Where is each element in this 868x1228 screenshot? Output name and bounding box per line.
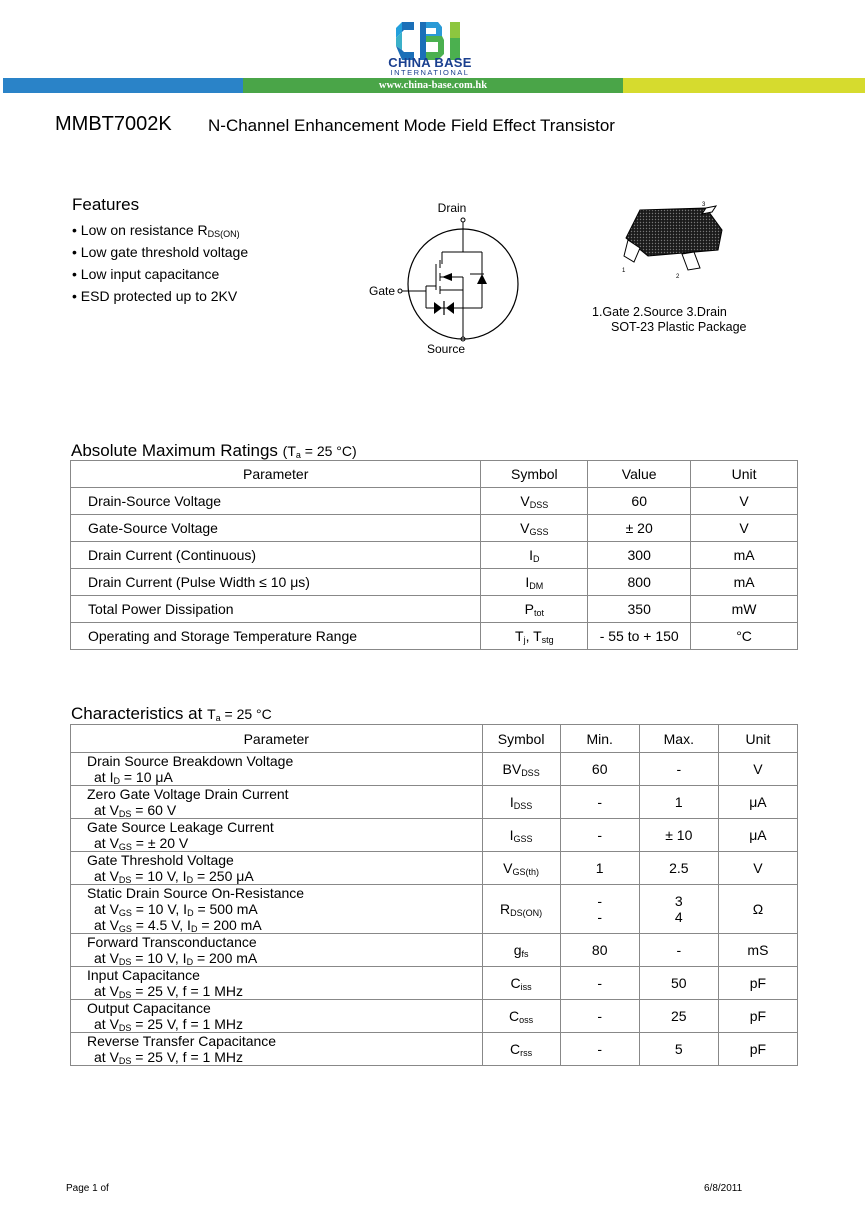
unit-cell: mA bbox=[691, 542, 798, 569]
max-cell bbox=[639, 1033, 718, 1066]
symbol-main: V bbox=[520, 520, 530, 536]
condition-text: = 10 V, I bbox=[131, 950, 187, 966]
esd-diode-right bbox=[446, 302, 454, 314]
table-row bbox=[71, 852, 798, 885]
max-value: 25 bbox=[671, 1008, 687, 1024]
min-cell bbox=[560, 1033, 639, 1066]
condition-text: at V bbox=[94, 1049, 119, 1065]
unit-cell: mA bbox=[691, 569, 798, 596]
test-condition bbox=[87, 917, 482, 933]
features-heading: Features bbox=[72, 195, 140, 214]
table-row bbox=[71, 542, 798, 569]
company-name: CHINA BASE bbox=[388, 55, 472, 70]
max-cell bbox=[639, 934, 718, 967]
condition-text: = 200 mA bbox=[193, 950, 258, 966]
symbol-subscript-2: stg bbox=[541, 635, 554, 645]
condition-text: at I bbox=[94, 769, 114, 785]
parameter-cell: Drain Current (Continuous) bbox=[71, 542, 481, 569]
feature-item: • Low input capacitance bbox=[72, 266, 220, 282]
unit-cell: Ω bbox=[718, 885, 797, 934]
parameter-cell: Drain Current (Pulse Width ≤ 10 μs) bbox=[71, 569, 481, 596]
max-value: 2.5 bbox=[669, 860, 689, 876]
condition-subscript: GS bbox=[118, 908, 132, 918]
condition-subscript: D bbox=[186, 875, 194, 885]
condition-text: = ± 20 V bbox=[131, 835, 189, 851]
symbol-cell bbox=[482, 967, 560, 1000]
unit-cell: μA bbox=[718, 786, 797, 819]
parameter-name: Reverse Transfer Capacitance bbox=[87, 1033, 277, 1049]
max-value: - bbox=[676, 761, 682, 777]
footer-date: 6/8/2011 bbox=[704, 1183, 743, 1194]
max-cell bbox=[639, 753, 718, 786]
condition-subscript: D bbox=[113, 776, 120, 786]
min-cell bbox=[560, 967, 639, 1000]
symbol-subscript: rss bbox=[520, 1048, 533, 1058]
table-row bbox=[71, 569, 798, 596]
header-unit: Unit bbox=[691, 461, 798, 488]
abs-max-condition: ($T_a = 25$ °C) bbox=[282, 443, 357, 460]
symbol-main: V bbox=[520, 493, 530, 509]
symbol-main: I bbox=[525, 574, 530, 590]
table-row bbox=[71, 819, 798, 852]
test-condition bbox=[87, 835, 482, 851]
parameter-name: Zero Gate Voltage Drain Current bbox=[87, 786, 289, 802]
part-number: MMBT7002K bbox=[55, 113, 172, 135]
unit-cell: V bbox=[718, 852, 797, 885]
symbol-cell bbox=[482, 753, 560, 786]
parameter-cell bbox=[71, 1000, 483, 1033]
value-cell: 800 bbox=[588, 569, 691, 596]
value-cell: ± 20 bbox=[588, 515, 691, 542]
parameter-cell: Gate-Source Voltage bbox=[71, 515, 481, 542]
symbol-subscript: DS(ON) bbox=[510, 908, 543, 918]
table-row bbox=[71, 623, 798, 650]
condition-text: = 10 μA bbox=[119, 769, 173, 785]
max-cell bbox=[639, 1000, 718, 1033]
parameter-name: Input Capacitance bbox=[87, 967, 200, 983]
min-cell bbox=[560, 1000, 639, 1033]
min-cell bbox=[560, 819, 639, 852]
min-value: 1 bbox=[595, 860, 604, 876]
symbol-cell bbox=[481, 542, 588, 569]
condition-subscript: GS bbox=[118, 924, 132, 934]
symbol-subscript: DSS bbox=[521, 768, 540, 778]
characteristics-table bbox=[70, 724, 798, 1066]
package-body bbox=[626, 208, 722, 256]
unit-cell: °C bbox=[691, 623, 798, 650]
condition-subscript: D bbox=[186, 957, 194, 967]
symbol-main: BV bbox=[502, 761, 522, 777]
symbol-subscript: tot bbox=[533, 608, 544, 618]
symbol-subscript: iss bbox=[520, 982, 532, 992]
min-value: - bbox=[597, 1008, 603, 1024]
symbol-cell bbox=[481, 515, 588, 542]
symbol-cell bbox=[481, 623, 588, 650]
max-value: 4 bbox=[674, 909, 683, 925]
header-parameter: Parameter bbox=[71, 461, 481, 488]
feature-item: • ESD protected up to 2KV bbox=[72, 288, 238, 304]
parameter-cell: Drain-Source Voltage bbox=[71, 488, 481, 515]
max-value: - bbox=[676, 942, 682, 958]
test-condition bbox=[87, 802, 482, 818]
table-row bbox=[71, 1000, 798, 1033]
mosfet-schematic bbox=[360, 198, 520, 360]
max-cell bbox=[639, 819, 718, 852]
characteristics-heading: Characteristics at $T_a = 25$ °C bbox=[71, 704, 272, 723]
test-condition bbox=[87, 769, 482, 785]
parameter-cell bbox=[71, 852, 483, 885]
condition-text: at V bbox=[94, 868, 119, 884]
condition-text: at V bbox=[94, 901, 119, 917]
feature-item: • Low on resistance $R_{DS(ON)}$ bbox=[72, 222, 240, 239]
unit-cell: mS bbox=[718, 934, 797, 967]
min-value: - bbox=[597, 794, 603, 810]
condition-text: = 25 V, f = 1 MHz bbox=[131, 1049, 243, 1065]
unit-cell: pF bbox=[718, 1000, 797, 1033]
pin-assignment-label: 1.Gate 2.Source 3.Drain bbox=[592, 305, 727, 319]
condition-text: = 500 mA bbox=[193, 901, 258, 917]
condition-subscript: DS bbox=[118, 1056, 132, 1066]
parameter-cell bbox=[71, 786, 483, 819]
table-row bbox=[71, 967, 798, 1000]
drain-label: Drain bbox=[437, 201, 467, 215]
abs-max-heading: Absolute Maximum Ratings ($T_a = 25$ °C) bbox=[71, 441, 357, 460]
parameter-name: Gate Threshold Voltage bbox=[87, 852, 234, 868]
parameter-cell bbox=[71, 934, 483, 967]
parameter-cell bbox=[71, 753, 483, 786]
symbol-cell bbox=[481, 596, 588, 623]
table-row bbox=[71, 488, 798, 515]
min-cell bbox=[560, 753, 639, 786]
characteristics-condition: $T_a = 25$ °C bbox=[207, 706, 272, 723]
unit-cell: pF bbox=[718, 967, 797, 1000]
parameter-name: Output Capacitance bbox=[87, 1000, 211, 1016]
max-value: ± 10 bbox=[665, 827, 693, 843]
symbol-cell bbox=[482, 1033, 560, 1066]
header-max: Max. bbox=[639, 725, 718, 753]
symbol-cell bbox=[482, 1000, 560, 1033]
test-condition bbox=[87, 983, 482, 999]
max-value: 3 bbox=[674, 893, 683, 909]
symbol-cell bbox=[481, 569, 588, 596]
condition-text: = 10 V, I bbox=[131, 901, 188, 917]
symbol-main: V bbox=[503, 860, 513, 876]
max-value: 1 bbox=[674, 794, 683, 810]
condition-subscript: DS bbox=[118, 809, 132, 819]
min-value: 60 bbox=[591, 761, 608, 777]
symbol-subscript: DSS bbox=[529, 500, 549, 510]
min-cell bbox=[560, 852, 639, 885]
pin-number-1: 1 bbox=[622, 268, 626, 274]
test-condition bbox=[87, 868, 482, 884]
table-header-row bbox=[71, 725, 798, 753]
condition-text: = 25 V, f = 1 MHz bbox=[131, 983, 243, 999]
condition-text: = 250 μA bbox=[193, 868, 254, 884]
symbol-main: C bbox=[509, 1008, 520, 1024]
condition-subscript: GS bbox=[118, 842, 132, 852]
unit-cell: mW bbox=[691, 596, 798, 623]
symbol-cell bbox=[482, 786, 560, 819]
unit-cell: μA bbox=[718, 819, 797, 852]
condition-text: at V bbox=[94, 1016, 119, 1032]
min-value: 80 bbox=[591, 942, 608, 958]
table-row bbox=[71, 596, 798, 623]
symbol-main: R bbox=[500, 901, 511, 917]
symbol-extra: , T bbox=[525, 628, 542, 644]
symbol-subscript: D bbox=[533, 554, 540, 564]
part-description: N-Channel Enhancement Mode Field Effect Transistor bbox=[208, 116, 615, 135]
parameter-cell bbox=[71, 819, 483, 852]
body-diode-arrow bbox=[442, 273, 452, 281]
condition-text: at V bbox=[94, 950, 119, 966]
footer-page-number: Page 1 of bbox=[66, 1183, 109, 1194]
condition-text: at V bbox=[94, 802, 119, 818]
condition-text: = 25 V, f = 1 MHz bbox=[131, 1016, 243, 1032]
table-row bbox=[71, 934, 798, 967]
symbol-main: P bbox=[524, 601, 534, 617]
pin-number-2: 2 bbox=[676, 274, 680, 280]
table-row bbox=[71, 1033, 798, 1066]
condition-text: = 200 mA bbox=[197, 917, 262, 933]
sot23-package-drawing bbox=[618, 200, 728, 280]
min-value: - bbox=[597, 909, 603, 925]
min-cell bbox=[560, 885, 639, 934]
parameter-name: Static Drain Source On-Resistance bbox=[87, 885, 305, 901]
unit-cell: V bbox=[691, 488, 798, 515]
value-cell: - 55 to + 150 bbox=[588, 623, 691, 650]
unit-cell: V bbox=[718, 753, 797, 786]
value-cell: 350 bbox=[588, 596, 691, 623]
max-cell bbox=[639, 786, 718, 819]
pin-number-3: 3 bbox=[702, 202, 706, 208]
test-condition bbox=[87, 950, 482, 966]
condition-subscript: DS bbox=[118, 957, 132, 967]
condition-text: at V bbox=[94, 917, 119, 933]
symbol-cell bbox=[482, 885, 560, 934]
table-row bbox=[71, 786, 798, 819]
condition-text: at V bbox=[94, 983, 119, 999]
abs-max-table bbox=[70, 460, 798, 650]
value-cell: 60 bbox=[588, 488, 691, 515]
package-type-label: SOT-23 Plastic Package bbox=[611, 320, 747, 334]
unit-cell: pF bbox=[718, 1033, 797, 1066]
header-symbol: Symbol bbox=[481, 461, 588, 488]
table-row bbox=[71, 515, 798, 542]
features-list bbox=[72, 219, 248, 307]
symbol-main: C bbox=[510, 975, 521, 991]
header-value: Value bbox=[588, 461, 691, 488]
symbol-main: C bbox=[510, 1041, 521, 1057]
symbol-main: g bbox=[513, 942, 522, 958]
symbol-subscript: j bbox=[523, 635, 526, 645]
pin-2 bbox=[682, 252, 700, 270]
parameter-name: Drain Source Breakdown Voltage bbox=[87, 753, 294, 769]
parameter-cell bbox=[71, 1033, 483, 1066]
symbol-subscript: GSS bbox=[513, 834, 533, 844]
parameter-cell bbox=[71, 967, 483, 1000]
condition-text: = 60 V bbox=[131, 802, 177, 818]
condition-text: = 4.5 V, I bbox=[131, 917, 191, 933]
value-cell: 300 bbox=[588, 542, 691, 569]
max-cell bbox=[639, 852, 718, 885]
website-link[interactable]: www.china-base.com.hk bbox=[378, 80, 488, 91]
parameter-cell bbox=[71, 885, 483, 934]
header-min: Min. bbox=[560, 725, 639, 753]
condition-subscript: DS bbox=[118, 1023, 132, 1033]
symbol-subscript: GSS bbox=[529, 527, 549, 537]
table-header-row bbox=[71, 461, 798, 488]
condition-text: at V bbox=[94, 835, 119, 851]
esd-diode-left bbox=[434, 302, 442, 314]
parameter-name: Gate Source Leakage Current bbox=[87, 819, 274, 835]
symbol-subscript: GS(th) bbox=[512, 867, 540, 877]
table-row bbox=[71, 753, 798, 786]
symbol-subscript: DM bbox=[529, 581, 544, 591]
min-value: - bbox=[597, 1041, 603, 1057]
parameter-cell: Operating and Storage Temperature Range bbox=[71, 623, 481, 650]
source-label: Source bbox=[426, 342, 466, 356]
condition-subscript: DS bbox=[118, 875, 132, 885]
company-subtitle: INTERNATIONAL bbox=[390, 68, 470, 77]
condition-subscript: D bbox=[187, 908, 194, 918]
symbol-cell bbox=[482, 819, 560, 852]
condition-subscript: D bbox=[190, 924, 198, 934]
drain-terminal bbox=[461, 218, 465, 222]
header-symbol: Symbol bbox=[482, 725, 560, 753]
symbol-cell bbox=[482, 934, 560, 967]
feature-item: • Low gate threshold voltage bbox=[72, 244, 249, 260]
parameter-cell: Total Power Dissipation bbox=[71, 596, 481, 623]
min-cell bbox=[560, 934, 639, 967]
symbol-subscript: fs bbox=[521, 949, 529, 959]
symbol-cell bbox=[482, 852, 560, 885]
symbol-main: T bbox=[515, 628, 524, 644]
parameter-name: Forward Transconductance bbox=[87, 934, 257, 950]
symbol-main: I bbox=[529, 547, 534, 563]
table-row bbox=[71, 885, 798, 934]
condition-text: = 10 V, I bbox=[131, 868, 187, 884]
symbol-cell bbox=[481, 488, 588, 515]
max-cell bbox=[639, 885, 718, 934]
symbol-main: I bbox=[509, 827, 514, 843]
header-parameter: Parameter bbox=[71, 725, 483, 753]
color-bar-yellow bbox=[623, 78, 865, 93]
schematic-wires bbox=[402, 222, 484, 337]
symbol-subscript: DSS bbox=[513, 801, 533, 811]
gate-terminal bbox=[398, 289, 402, 293]
unit-cell: V bbox=[691, 515, 798, 542]
min-value: - bbox=[597, 975, 603, 991]
test-condition bbox=[87, 1049, 482, 1065]
color-bar-blue bbox=[3, 78, 243, 93]
max-value: 50 bbox=[671, 975, 687, 991]
gate-label: Gate bbox=[368, 284, 396, 298]
drain-diode bbox=[477, 274, 487, 284]
symbol-main: I bbox=[509, 794, 514, 810]
test-condition bbox=[87, 1016, 482, 1032]
min-cell bbox=[560, 786, 639, 819]
condition-subscript: DS bbox=[118, 990, 132, 1000]
min-value: - bbox=[597, 827, 603, 843]
header-unit: Unit bbox=[718, 725, 797, 753]
max-cell bbox=[639, 967, 718, 1000]
min-value: - bbox=[597, 893, 603, 909]
symbol-subscript: oss bbox=[519, 1015, 534, 1025]
max-value: 5 bbox=[674, 1041, 683, 1057]
test-condition bbox=[87, 901, 482, 917]
